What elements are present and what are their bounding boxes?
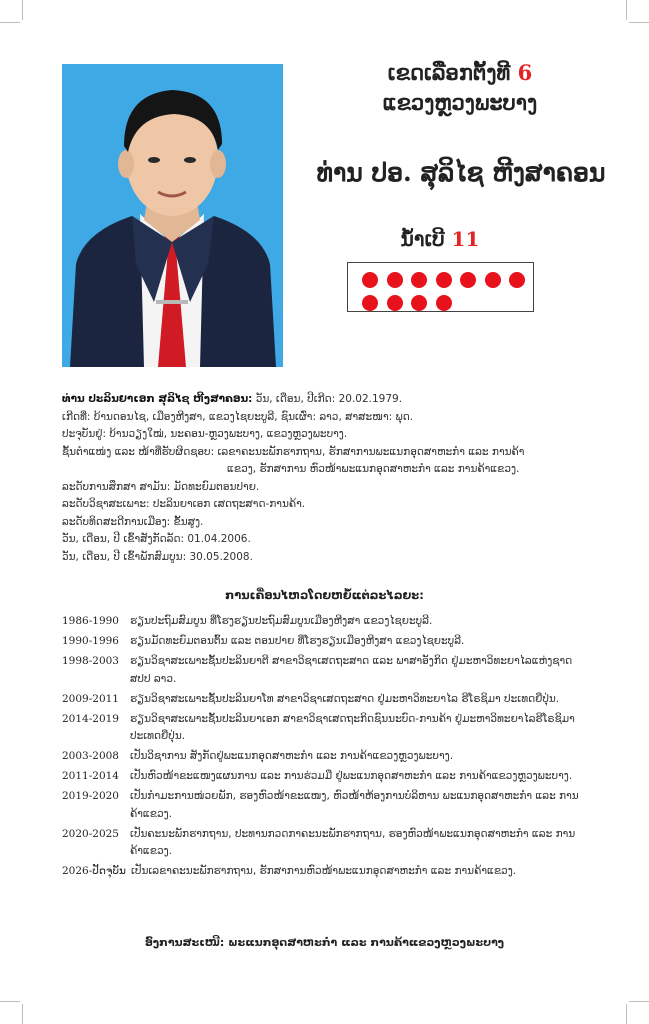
history-row [62,653,582,688]
candidate-portrait-illustration [62,64,283,367]
history-text: ເປັນຄະນະພັກຮາກຖານ, ປະທານກວດກາຄະນະພັກຮາກຖານ, ຮອງຫົວໜ້າພະແນກອຸດສາຫະກຳ ແລະ ການຄ້າແຂວງ. [130,827,576,857]
history-years: 2011-2014 [62,770,119,782]
history-years: 2014-2019 [62,712,119,725]
bio-row [62,549,602,567]
history-row [62,826,582,861]
ballot-dot [411,272,427,288]
history-row [62,863,582,881]
bio-row [62,444,602,462]
history-text: ຮຽນວິຊາສະເພາະຊັ້ນປະລິນຍາເອກ ສາຂາວິຊາເສດຖະກິດຊົນນະບົດ-ການຄ້າ ຢູ່ມະຫາວິທະຍາໄລຮີໂຣຊິມາ ປະເທດຍີ່ປຸ່ນ. [130,712,575,742]
candidate-name: ທ່ານ ປອ. ສຸລິໄຊ ຫີງສາຄອນ [316,158,606,187]
crop-mark [626,1004,627,1024]
province-name: ແຂວງຫຼວງພະບາງ [382,90,538,115]
history-years: 2019-2020 [62,790,119,802]
ballot-dot [411,295,427,311]
ballot-label: ນ້ຳເບີ [400,227,445,251]
history-text: ຮຽນວິຊາສະເພາະຊັ້ນປະລິນຍາຕີ ສາຂາວິຊາເສດຖະສາດ ແລະ ພາສາອັງກິດ ຢູ່ມະຫາວິທະຍາໄລແຫ່ງຊາດ ສປປ ລາວ. [130,655,573,685]
history-years: 2026-ປັດຈຸບັນ [62,865,126,877]
history-years: 1998-2003 [62,655,119,667]
ballot-dot [509,272,525,288]
history-years: 2003-2008 [62,750,119,762]
constituency-label: ເຂດເລືອກຕັ້ງທີ [387,60,511,85]
history-text: ຮຽນປະຖົມສົມບູນ ທີ່ໂຮງຮຽນປະຖົມສົມບູນເມືອງຫີງສາ ແຂວງໄຊຍະບູລີ. [130,615,433,627]
bio-row [62,461,602,479]
history-row [62,613,582,631]
ballot-number-line [350,227,530,251]
ballot-dots-box [347,262,534,312]
ballot-dot [436,295,452,311]
constituency-number: 6 [517,60,533,85]
history-text: ເປັນວິຊາການ ສັງກັດຢູ່ພະແນກອຸດສາຫະກຳ ແລະ ການຄ້າແຂວງຫຼວງພະບາງ. [130,750,454,762]
history-years: 1990-1996 [62,635,119,647]
bio-value: ວັນ, ເດືອນ, ປີ ເຂົ້າພັກສົມບູນ: 30.05.2008. [62,550,253,563]
proposing-organization: ອົງການສະເໜີ: ພະແນກອຸດສາຫະກຳ ແລະ ການຄ້າແຂວງຫຼວງພະບາງ [144,936,505,949]
bio-label: ທ່ານ ປະລິນຍາເອກ ສຸລິໄຊ ຫີງສາຄອນ: [62,393,253,405]
bio-row [62,409,602,427]
bio-value: ແຂວງ, ຮັກສາການ ຫົວໜ້າພະແນກອຸດສາຫະກຳ ແລະ ການຄ້າແຂວງ. [227,463,520,475]
biography [62,391,602,566]
bio-value: ລະດັບວິຊາສະເພາະ: ປະລິນຍາເອກ ເສດຖະສາດ-ການຄ້າ. [62,498,306,510]
crop-mark [22,0,23,20]
bio-row [62,391,602,409]
history-text: ຮຽນມັດທະຍົມຕອນຕົ້ນ ແລະ ຕອນປາຍ ທີ່ໂຮງຮຽນເມືອງຫີງສາ ແຂວງໄຊຍະບູລີ. [130,635,465,647]
history-title: ການເຄື່ອນໄຫວໂດຍຫຍໍ້ແຕ່ລະໄລຍະ: [225,588,424,602]
ballot-dot [362,295,378,311]
crop-mark [0,1001,20,1002]
bio-row [62,514,602,532]
ballot-dot [460,272,476,288]
ballot-dot [436,272,452,288]
ballot-dot [485,272,501,288]
bio-row [62,496,602,514]
header [300,58,620,118]
history-row [62,748,582,766]
history-years: 2009-2011 [62,692,119,705]
crop-mark [626,0,627,20]
crop-mark [0,22,20,23]
history-row [62,633,582,651]
ballot-number: 11 [451,227,480,251]
bio-value: ເກີດທີ່: ບ້ານດອນໄຊ, ເມືອງຫີງສາ, ແຂວງໄຊຍະບູລີ, ຊົນເຜົ່າ: ລາວ, ສາສະໜາ: ພຸດ. [62,410,414,423]
history-text: ເປັນຫົວໜ້າຂະແໜງແຜນການ ແລະ ການຮ່ວມມື ຢູ່ພະແນກອຸດສາຫະກຳ ແລະ ການຄ້າແຂວງຫຼວງພະບາງ. [130,770,573,782]
history-row [62,768,582,786]
history-text: ເປັນເລຂາຄະນະພັກຮາກຖານ, ຮັກສາການຫົວໜ້າພະແນກອຸດສາຫະກຳ ແລະ ການຄ້າແຂວງ. [130,865,517,877]
history-row [62,711,582,746]
history-row [62,788,582,823]
candidate-photo [62,64,283,367]
ballot-dot [387,272,403,288]
bio-value: ຊັ້ນຕຳແໜ່ງ ແລະ ໜ້າທີ່ຮັບຜິດຊອບ: ເລຂາຄະນະພັກຮາກຖານ, ຮັກສາການພະແນກອຸດສາຫະກຳ ແລະ ການຄ້າ [62,445,525,458]
bio-row [62,479,602,497]
history-years: 1986-1990 [62,615,119,627]
bio-value: ປະຈຸບັນຢູ່: ບ້ານວຽງໃໝ່, ນະຄອນ-ຫຼວງພະບາງ, ແຂວງຫຼວງພະບາງ. [62,428,348,440]
bio-value: ວັນ, ເດືອນ, ປີເກີດ: 20.02.1979. [255,393,403,405]
bio-value: ລະດັບການສຶກສາ ສາມັນ: ມັດທະຍົມຕອນປາຍ. [62,480,260,493]
ballot-dot [362,272,378,288]
history-text: ເປັນກຳມະການໜ່ວຍພັກ, ຮອງຫົວໜ້າຂະແໜງ, ຫົວໜ້າຫ້ອງການບໍລິຫານ ພະແນກອຸດສາຫະກຳ ແລະ ການຄ້າແຂວງ. [130,790,579,820]
crop-mark [629,22,649,23]
ballot-dot [387,295,403,311]
bio-row [62,426,602,444]
history-years: 2020-2025 [62,827,119,840]
crop-mark [629,1001,649,1002]
bio-value: ລະດັບທິດສະດີການເມືອງ: ຂັ້ນສູງ. [62,515,204,528]
bio-row [62,531,602,549]
crop-mark [22,1004,23,1024]
history-text: ຮຽນວິຊາສະເພາະຊັ້ນປະລິນຍາໂທ ສາຂາວິຊາເສດຖະສາດ ຢູ່ມະຫາວິທະຍາໄລ ຮີໂຣຊິມາ ປະເທດຍີ່ປຸ່ນ. [130,692,560,705]
constituency-line [300,58,620,88]
bio-value: ວັນ, ເດືອນ, ປີ ເຂົ້າສັງກັດລັດ: 01.04.2006. [62,533,251,545]
history-row [62,691,582,709]
history-timeline [62,613,582,883]
